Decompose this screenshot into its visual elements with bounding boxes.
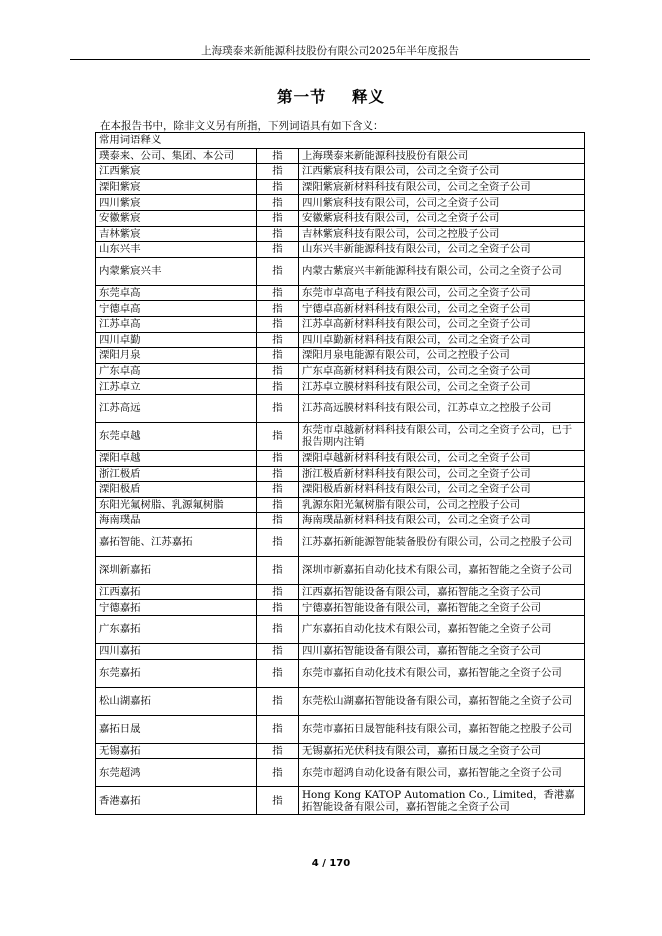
sign-cell: 指 <box>257 257 299 285</box>
definition-cell: 无锡嘉拓光伏科技有限公司，嘉拓日晟之全资子公司 <box>299 743 585 759</box>
term-cell: 东莞超鸿 <box>96 759 257 787</box>
sign-cell: 指 <box>257 363 299 379</box>
table-row <box>96 450 585 466</box>
sign-cell: 指 <box>257 659 299 687</box>
definition-cell: 东莞松山湖嘉拓智能设备有限公司，嘉拓智能之全资子公司 <box>299 687 585 715</box>
term-cell: 嘉拓智能、江苏嘉拓 <box>96 528 257 556</box>
definition-cell: 四川嘉拓智能设备有限公司，嘉拓智能之全资子公司 <box>299 644 585 660</box>
header-divider <box>70 59 590 60</box>
table-row <box>96 497 585 513</box>
section-title: 第一节 释义 <box>276 88 386 106</box>
definition-cell: 安徽紫宸科技有限公司，公司之全资子公司 <box>299 210 585 226</box>
definitions-table <box>95 132 585 815</box>
table-row <box>96 394 585 422</box>
sign-cell: 指 <box>257 164 299 180</box>
term-cell: 山东兴丰 <box>96 242 257 258</box>
definition-cell: 深圳市新嘉拓自动化技术有限公司，嘉拓智能之全资子公司 <box>299 556 585 584</box>
definition-cell: 江苏嘉拓新能源智能装备股份有限公司，公司之控股子公司 <box>299 528 585 556</box>
definition-cell: Hong Kong KATOP Automation Co., Limited，香港嘉拓智能设备有限公司，嘉拓智能之全资子公司 <box>299 787 585 815</box>
definition-cell: 吉林紫宸科技有限公司，公司之控股子公司 <box>299 226 585 242</box>
term-cell: 宁德嘉拓 <box>96 600 257 616</box>
table-row <box>96 584 585 600</box>
sign-cell: 指 <box>257 513 299 529</box>
term-cell: 吉林紫宸 <box>96 226 257 242</box>
sign-cell: 指 <box>257 422 299 450</box>
definition-cell: 溧阳紫宸新材料科技有限公司，公司之全资子公司 <box>299 179 585 195</box>
sign-cell: 指 <box>257 394 299 422</box>
term-cell: 江苏卓立 <box>96 379 257 395</box>
term-cell: 海南璞晶 <box>96 513 257 529</box>
sign-cell: 指 <box>257 301 299 317</box>
definition-cell: 乳源东阳光氟树脂有限公司，公司之控股子公司 <box>299 497 585 513</box>
sign-cell: 指 <box>257 450 299 466</box>
definition-cell: 海南璞晶新材料科技有限公司，公司之全资子公司 <box>299 513 585 529</box>
definition-cell: 宁德卓高新材料科技有限公司，公司之全资子公司 <box>299 301 585 317</box>
sign-cell: 指 <box>257 242 299 258</box>
table-row <box>96 164 585 180</box>
term-cell: 溧阳紫宸 <box>96 179 257 195</box>
table-caption-row <box>96 133 585 149</box>
term-cell: 江苏卓高 <box>96 316 257 332</box>
definition-cell: 江苏卓立膜材料科技有限公司，公司之全资子公司 <box>299 379 585 395</box>
definition-cell: 江西紫宸科技有限公司，公司之全资子公司 <box>299 164 585 180</box>
table-row <box>96 787 585 815</box>
sign-cell: 指 <box>257 179 299 195</box>
term-cell: 四川嘉拓 <box>96 644 257 660</box>
intro-text: 在本报告书中，除非文义另有所指，下列词语具有如下含义： <box>100 120 384 132</box>
term-cell: 内蒙紫宸兴丰 <box>96 257 257 285</box>
table-row <box>96 482 585 498</box>
definition-cell: 东莞市卓越新材料科技有限公司，公司之全资子公司，已于报告期内注销 <box>299 422 585 450</box>
term-cell: 江西紫宸 <box>96 164 257 180</box>
definition-cell: 浙江极盾新材料科技有限公司，公司之全资子公司 <box>299 466 585 482</box>
sign-cell: 指 <box>257 600 299 616</box>
sign-cell: 指 <box>257 466 299 482</box>
definition-cell: 江西嘉拓智能设备有限公司，嘉拓智能之全资子公司 <box>299 584 585 600</box>
term-cell: 嘉拓日晟 <box>96 715 257 743</box>
sign-cell: 指 <box>257 743 299 759</box>
definition-cell: 上海璞泰来新能源科技股份有限公司 <box>299 148 585 164</box>
sign-cell: 指 <box>257 616 299 644</box>
definition-cell: 溧阳卓越新材料科技有限公司，公司之全资子公司 <box>299 450 585 466</box>
sign-cell: 指 <box>257 759 299 787</box>
table-row <box>96 715 585 743</box>
term-cell: 溧阳月泉 <box>96 348 257 364</box>
table-row <box>96 687 585 715</box>
table-row <box>96 644 585 660</box>
sign-cell: 指 <box>257 787 299 815</box>
table-row <box>96 257 585 285</box>
term-cell: 东莞卓越 <box>96 422 257 450</box>
definition-cell: 东莞市嘉拓日晟智能科技有限公司，嘉拓智能之控股子公司 <box>299 715 585 743</box>
term-cell: 溧阳卓越 <box>96 450 257 466</box>
term-cell: 璞泰来、公司、集团、本公司 <box>96 148 257 164</box>
sign-cell: 指 <box>257 285 299 301</box>
term-cell: 宁德卓高 <box>96 301 257 317</box>
sign-cell: 指 <box>257 379 299 395</box>
table-row <box>96 616 585 644</box>
table-row <box>96 422 585 450</box>
table-row <box>96 513 585 529</box>
sign-cell: 指 <box>257 715 299 743</box>
table-row <box>96 379 585 395</box>
definition-cell: 溧阳极盾新材料科技有限公司，公司之全资子公司 <box>299 482 585 498</box>
term-cell: 广东卓高 <box>96 363 257 379</box>
sign-cell: 指 <box>257 348 299 364</box>
definition-cell: 内蒙古紫宸兴丰新能源科技有限公司，公司之全资子公司 <box>299 257 585 285</box>
table-row <box>96 528 585 556</box>
sign-cell: 指 <box>257 528 299 556</box>
term-cell: 深圳新嘉拓 <box>96 556 257 584</box>
table-row <box>96 556 585 584</box>
term-cell: 香港嘉拓 <box>96 787 257 815</box>
page-number: 4 / 170 <box>311 858 351 869</box>
table-row <box>96 148 585 164</box>
term-cell: 四川卓勤 <box>96 332 257 348</box>
sign-cell: 指 <box>257 226 299 242</box>
definition-cell: 四川卓勤新材料科技有限公司，公司之全资子公司 <box>299 332 585 348</box>
term-cell: 安徽紫宸 <box>96 210 257 226</box>
table-row <box>96 363 585 379</box>
definition-cell: 东莞市超鸿自动化设备有限公司，嘉拓智能之全资子公司 <box>299 759 585 787</box>
table-row <box>96 226 585 242</box>
term-cell: 无锡嘉拓 <box>96 743 257 759</box>
definition-cell: 广东嘉拓自动化技术有限公司，嘉拓智能之全资子公司 <box>299 616 585 644</box>
sign-cell: 指 <box>257 210 299 226</box>
definition-cell: 山东兴丰新能源科技有限公司，公司之全资子公司 <box>299 242 585 258</box>
table-row <box>96 348 585 364</box>
table-row <box>96 332 585 348</box>
sign-cell: 指 <box>257 644 299 660</box>
definition-cell: 广东卓高新材料科技有限公司，公司之全资子公司 <box>299 363 585 379</box>
table-row <box>96 659 585 687</box>
sign-cell: 指 <box>257 584 299 600</box>
table-row <box>96 242 585 258</box>
table-row <box>96 195 585 211</box>
definition-cell: 东莞市嘉拓自动化技术有限公司，嘉拓智能之全资子公司 <box>299 659 585 687</box>
term-cell: 江西嘉拓 <box>96 584 257 600</box>
definition-cell: 江苏卓高新材料科技有限公司，公司之全资子公司 <box>299 316 585 332</box>
sign-cell: 指 <box>257 195 299 211</box>
sign-cell: 指 <box>257 687 299 715</box>
term-cell: 江苏高远 <box>96 394 257 422</box>
term-cell: 四川紫宸 <box>96 195 257 211</box>
term-cell: 东莞卓高 <box>96 285 257 301</box>
table-row <box>96 743 585 759</box>
sign-cell: 指 <box>257 482 299 498</box>
definition-cell: 东莞市卓高电子科技有限公司，公司之全资子公司 <box>299 285 585 301</box>
term-cell: 东阳光氟树脂、乳源氟树脂 <box>96 497 257 513</box>
definition-cell: 溧阳月泉电能源有限公司，公司之控股子公司 <box>299 348 585 364</box>
definition-cell: 四川紫宸科技有限公司，公司之全资子公司 <box>299 195 585 211</box>
term-cell: 溧阳极盾 <box>96 482 257 498</box>
sign-cell: 指 <box>257 332 299 348</box>
term-cell: 广东嘉拓 <box>96 616 257 644</box>
table-row <box>96 759 585 787</box>
sign-cell: 指 <box>257 316 299 332</box>
definition-cell: 江苏高远膜材料科技有限公司，江苏卓立之控股子公司 <box>299 394 585 422</box>
sign-cell: 指 <box>257 148 299 164</box>
table-row <box>96 210 585 226</box>
report-header: 上海璞泰来新能源科技股份有限公司2025年半年度报告 <box>201 45 459 57</box>
table-row <box>96 600 585 616</box>
table-row <box>96 301 585 317</box>
table-row <box>96 179 585 195</box>
table-row <box>96 466 585 482</box>
sign-cell: 指 <box>257 497 299 513</box>
table-row <box>96 316 585 332</box>
definition-cell: 宁德嘉拓智能设备有限公司，嘉拓智能之全资子公司 <box>299 600 585 616</box>
term-cell: 浙江极盾 <box>96 466 257 482</box>
term-cell: 东莞嘉拓 <box>96 659 257 687</box>
table-row <box>96 285 585 301</box>
term-cell: 松山湖嘉拓 <box>96 687 257 715</box>
table-caption: 常用词语释义 <box>96 133 585 149</box>
sign-cell: 指 <box>257 556 299 584</box>
